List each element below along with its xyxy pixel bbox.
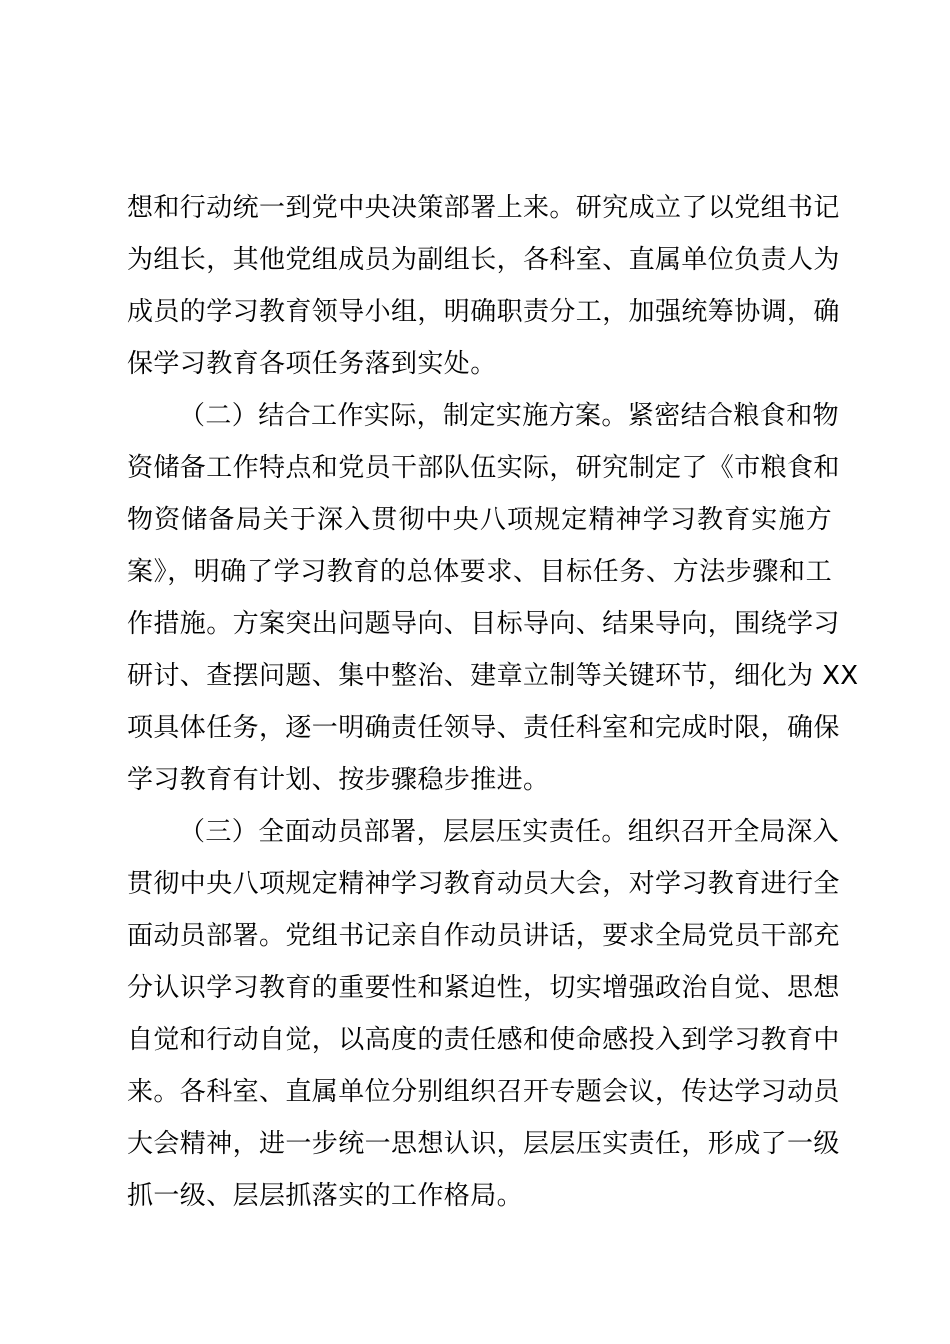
paragraph-2-line: 案》，明确了学习教育的总体要求、目标任务、方法步骤和工	[127, 557, 832, 587]
paragraph-2-line: 研讨、查摆问题、集中整治、建章立制等关键环节，细化为 XX	[127, 661, 859, 691]
paragraph-2-heading-line: （二）结合工作实际，制定实施方案。紧密结合粮食和物	[179, 401, 840, 431]
paragraph-2-line: 项具体任务，逐一明确责任领导、责任科室和完成时限，确保	[127, 713, 840, 743]
paragraph-3-line: 贯彻中央八项规定精神学习教育动员大会，对学习教育进行全	[127, 869, 840, 899]
paragraph-3-line: 来。各科室、直属单位分别组织召开专题会议，传达学习动员	[127, 1077, 840, 1107]
paragraph-3-line: 抓一级、层层抓落实的工作格局。	[127, 1181, 524, 1211]
paragraph-1	[127, 182, 840, 390]
paragraph-3-line: 自觉和行动自觉，以高度的责任感和使命感投入到学习教育中	[127, 1025, 840, 1055]
paragraph-2-line: 作措施。方案突出问题导向、目标导向、结果导向，围绕学习	[127, 609, 840, 639]
paragraph-3	[127, 806, 840, 1222]
paragraph-1-line: 想和行动统一到党中央决策部署上来。研究成立了以党组书记	[127, 193, 840, 223]
paragraph-1-line: 为组长，其他党组成员为副组长，各科室、直属单位负责人为	[127, 245, 840, 275]
paragraph-3-line: 大会精神，进一步统一思想认识，层层压实责任，形成了一级	[127, 1129, 840, 1159]
document-body	[127, 182, 859, 1222]
paragraph-2-line: 学习教育有计划、按步骤稳步推进。	[127, 765, 550, 795]
paragraph-2-line: 物资储备局关于深入贯彻中央八项规定精神学习教育实施方	[127, 505, 832, 535]
paragraph-3-line: 分认识学习教育的重要性和紧迫性，切实增强政治自觉、思想	[127, 973, 840, 1003]
paragraph-2	[127, 390, 859, 806]
paragraph-1-line: 保学习教育各项任务落到实处。	[127, 349, 497, 379]
paragraph-1-line: 成员的学习教育领导小组，明确职责分工，加强统筹协调，确	[127, 297, 840, 327]
paragraph-3-line: 面动员部署。党组书记亲自作动员讲话，要求全局党员干部充	[127, 921, 840, 951]
paragraph-2-line: 资储备工作特点和党员干部队伍实际，研究制定了《市粮食和	[127, 453, 840, 483]
paragraph-3-heading-line: （三）全面动员部署，层层压实责任。组织召开全局深入	[179, 817, 840, 847]
